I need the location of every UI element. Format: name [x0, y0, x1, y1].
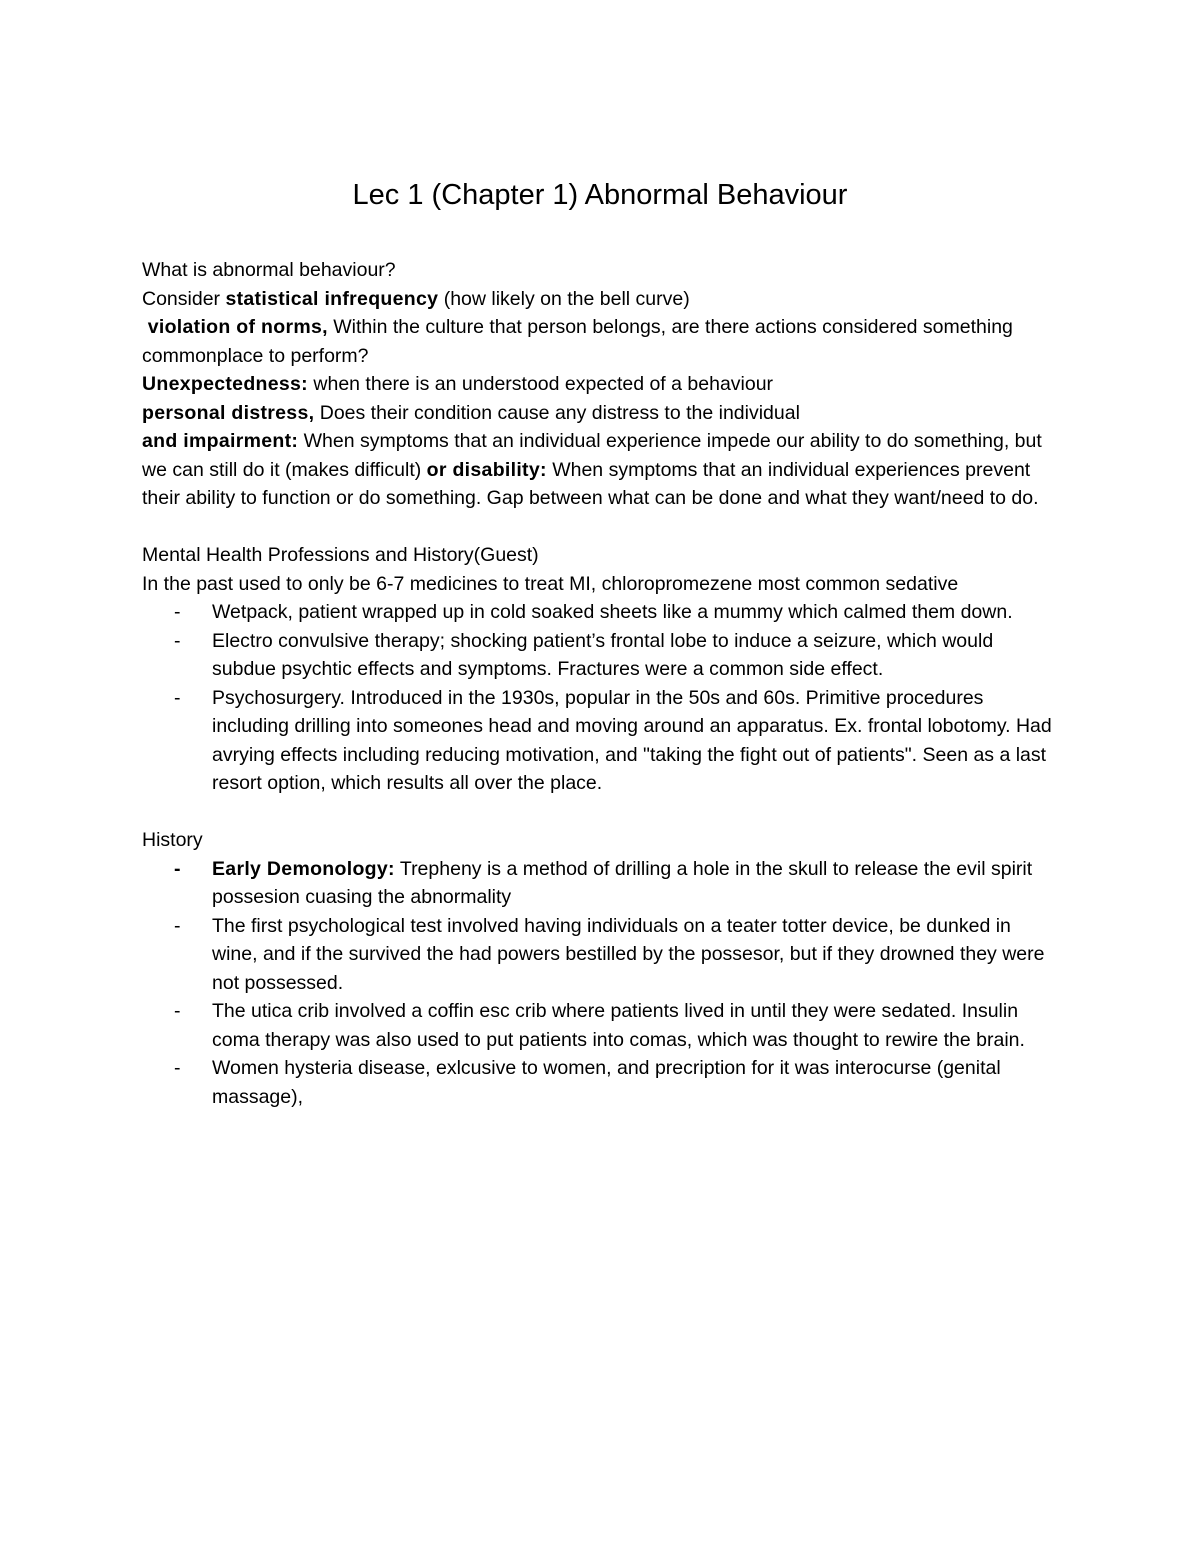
- list-item-text: Women hysteria disease, exlcusive to women, and precription for it was interocurse (genital massage),: [212, 1057, 1001, 1108]
- personal-distress-line: [142, 399, 1058, 428]
- section-spacer: [142, 798, 1058, 827]
- history-bullet-list: [142, 855, 1058, 1112]
- bullet-dash: -: [174, 686, 181, 709]
- bullet-dash: -: [174, 914, 181, 937]
- bullet-dash: -: [174, 1057, 181, 1079]
- list-item: [142, 1054, 1058, 1111]
- list-item: [142, 997, 1058, 1054]
- mental-health-bullet-list: [142, 598, 1058, 798]
- early-demonology-text: Trepheny is a method of drilling a hole in the skull to release the evil spirit possesion cuasing the abnormality: [212, 857, 1033, 908]
- violation-of-norms-line: [142, 313, 1058, 370]
- bullet-dash: -: [174, 629, 181, 652]
- list-item: [142, 855, 1058, 912]
- consider-prefix: Consider: [142, 287, 226, 310]
- bullet-dash: -: [174, 857, 181, 880]
- list-item: [142, 912, 1058, 998]
- section-spacer: [142, 513, 1058, 542]
- personal-distress-text: Does their condition cause any distress to the individual: [314, 401, 800, 424]
- impairment-text: When symptoms that an individual experience impede our ability to do something, but we can still do it (makes difficult): [142, 430, 1042, 481]
- document-title: Lec 1 (Chapter 1) Abnormal Behaviour: [352, 179, 848, 211]
- impairment-term: and impairment:: [142, 430, 299, 452]
- list-item-text: Psychosurgery. Introduced in the 1930s, popular in the 50s and 60s. Primitive procedures including drilling into someones head and moving around an apparatus. Ex. frontal lobotomy. Had avrying effects including reducing motivation, and "taking the fight out of patients". Seen as a last resort option, which results all over the place.: [212, 686, 1052, 794]
- unexpectedness-term: Unexpectedness:: [142, 373, 308, 395]
- unexpectedness-line: [142, 370, 1058, 399]
- statistical-infrequency-line: [142, 285, 1058, 314]
- list-item: [142, 627, 1058, 684]
- list-item: [142, 684, 1058, 798]
- violation-of-norms-term: violation of norms,: [142, 316, 328, 338]
- statistical-infrequency-text: (how likely on the bell curve): [438, 287, 690, 310]
- list-item-text: Wetpack, patient wrapped up in cold soaked sheets like a mummy which calmed them down.: [212, 601, 1013, 623]
- mental-health-heading: Mental Health Professions and History(Guest): [142, 544, 539, 566]
- history-heading: History: [142, 829, 203, 851]
- list-item: [142, 598, 1058, 627]
- list-item-text: The utica crib involved a coffin esc crib where patients lived in until they were sedated. Insulin coma therapy was also used to put patients into comas, which was thought to rewire the brain.: [212, 1000, 1025, 1051]
- list-item-text: Electro convulsive therapy; shocking patient’s frontal lobe to induce a seizure, which would subdue psychtic effects and symptoms. Fractures were a common side effect.: [212, 629, 994, 680]
- disability-term: or disability:: [426, 458, 547, 481]
- unexpectedness-text: when there is an understood expected of a behaviour: [307, 373, 774, 395]
- early-demonology-term: Early Demonology:: [212, 857, 395, 880]
- intro-question: What is abnormal behaviour?: [142, 259, 396, 281]
- personal-distress-term: personal distress,: [142, 401, 315, 424]
- list-item-text: The first psychological test involved having individuals on a teater totter device, be dunked in wine, and if the survived the had powers bestilled by the possesor, but if they drowned they were not possessed.: [212, 914, 1045, 994]
- impairment-disability-line: [142, 427, 1058, 513]
- violation-of-norms-text: Within the culture that person belongs, are there actions considered something commonplace to perform?: [142, 316, 1013, 367]
- statistical-infrequency-term: statistical infrequency: [225, 287, 439, 310]
- bullet-dash: -: [174, 1000, 181, 1022]
- disability-text: When symptoms that an individual experiences prevent their ability to function or do something. Gap between what can be done and what they want/need to do.: [142, 458, 1039, 509]
- bullet-dash: -: [174, 601, 181, 623]
- mental-health-intro: In the past used to only be 6-7 medicines to treat MI, chloropromezene most common sedative: [142, 572, 959, 595]
- document-page: [142, 170, 1058, 1111]
